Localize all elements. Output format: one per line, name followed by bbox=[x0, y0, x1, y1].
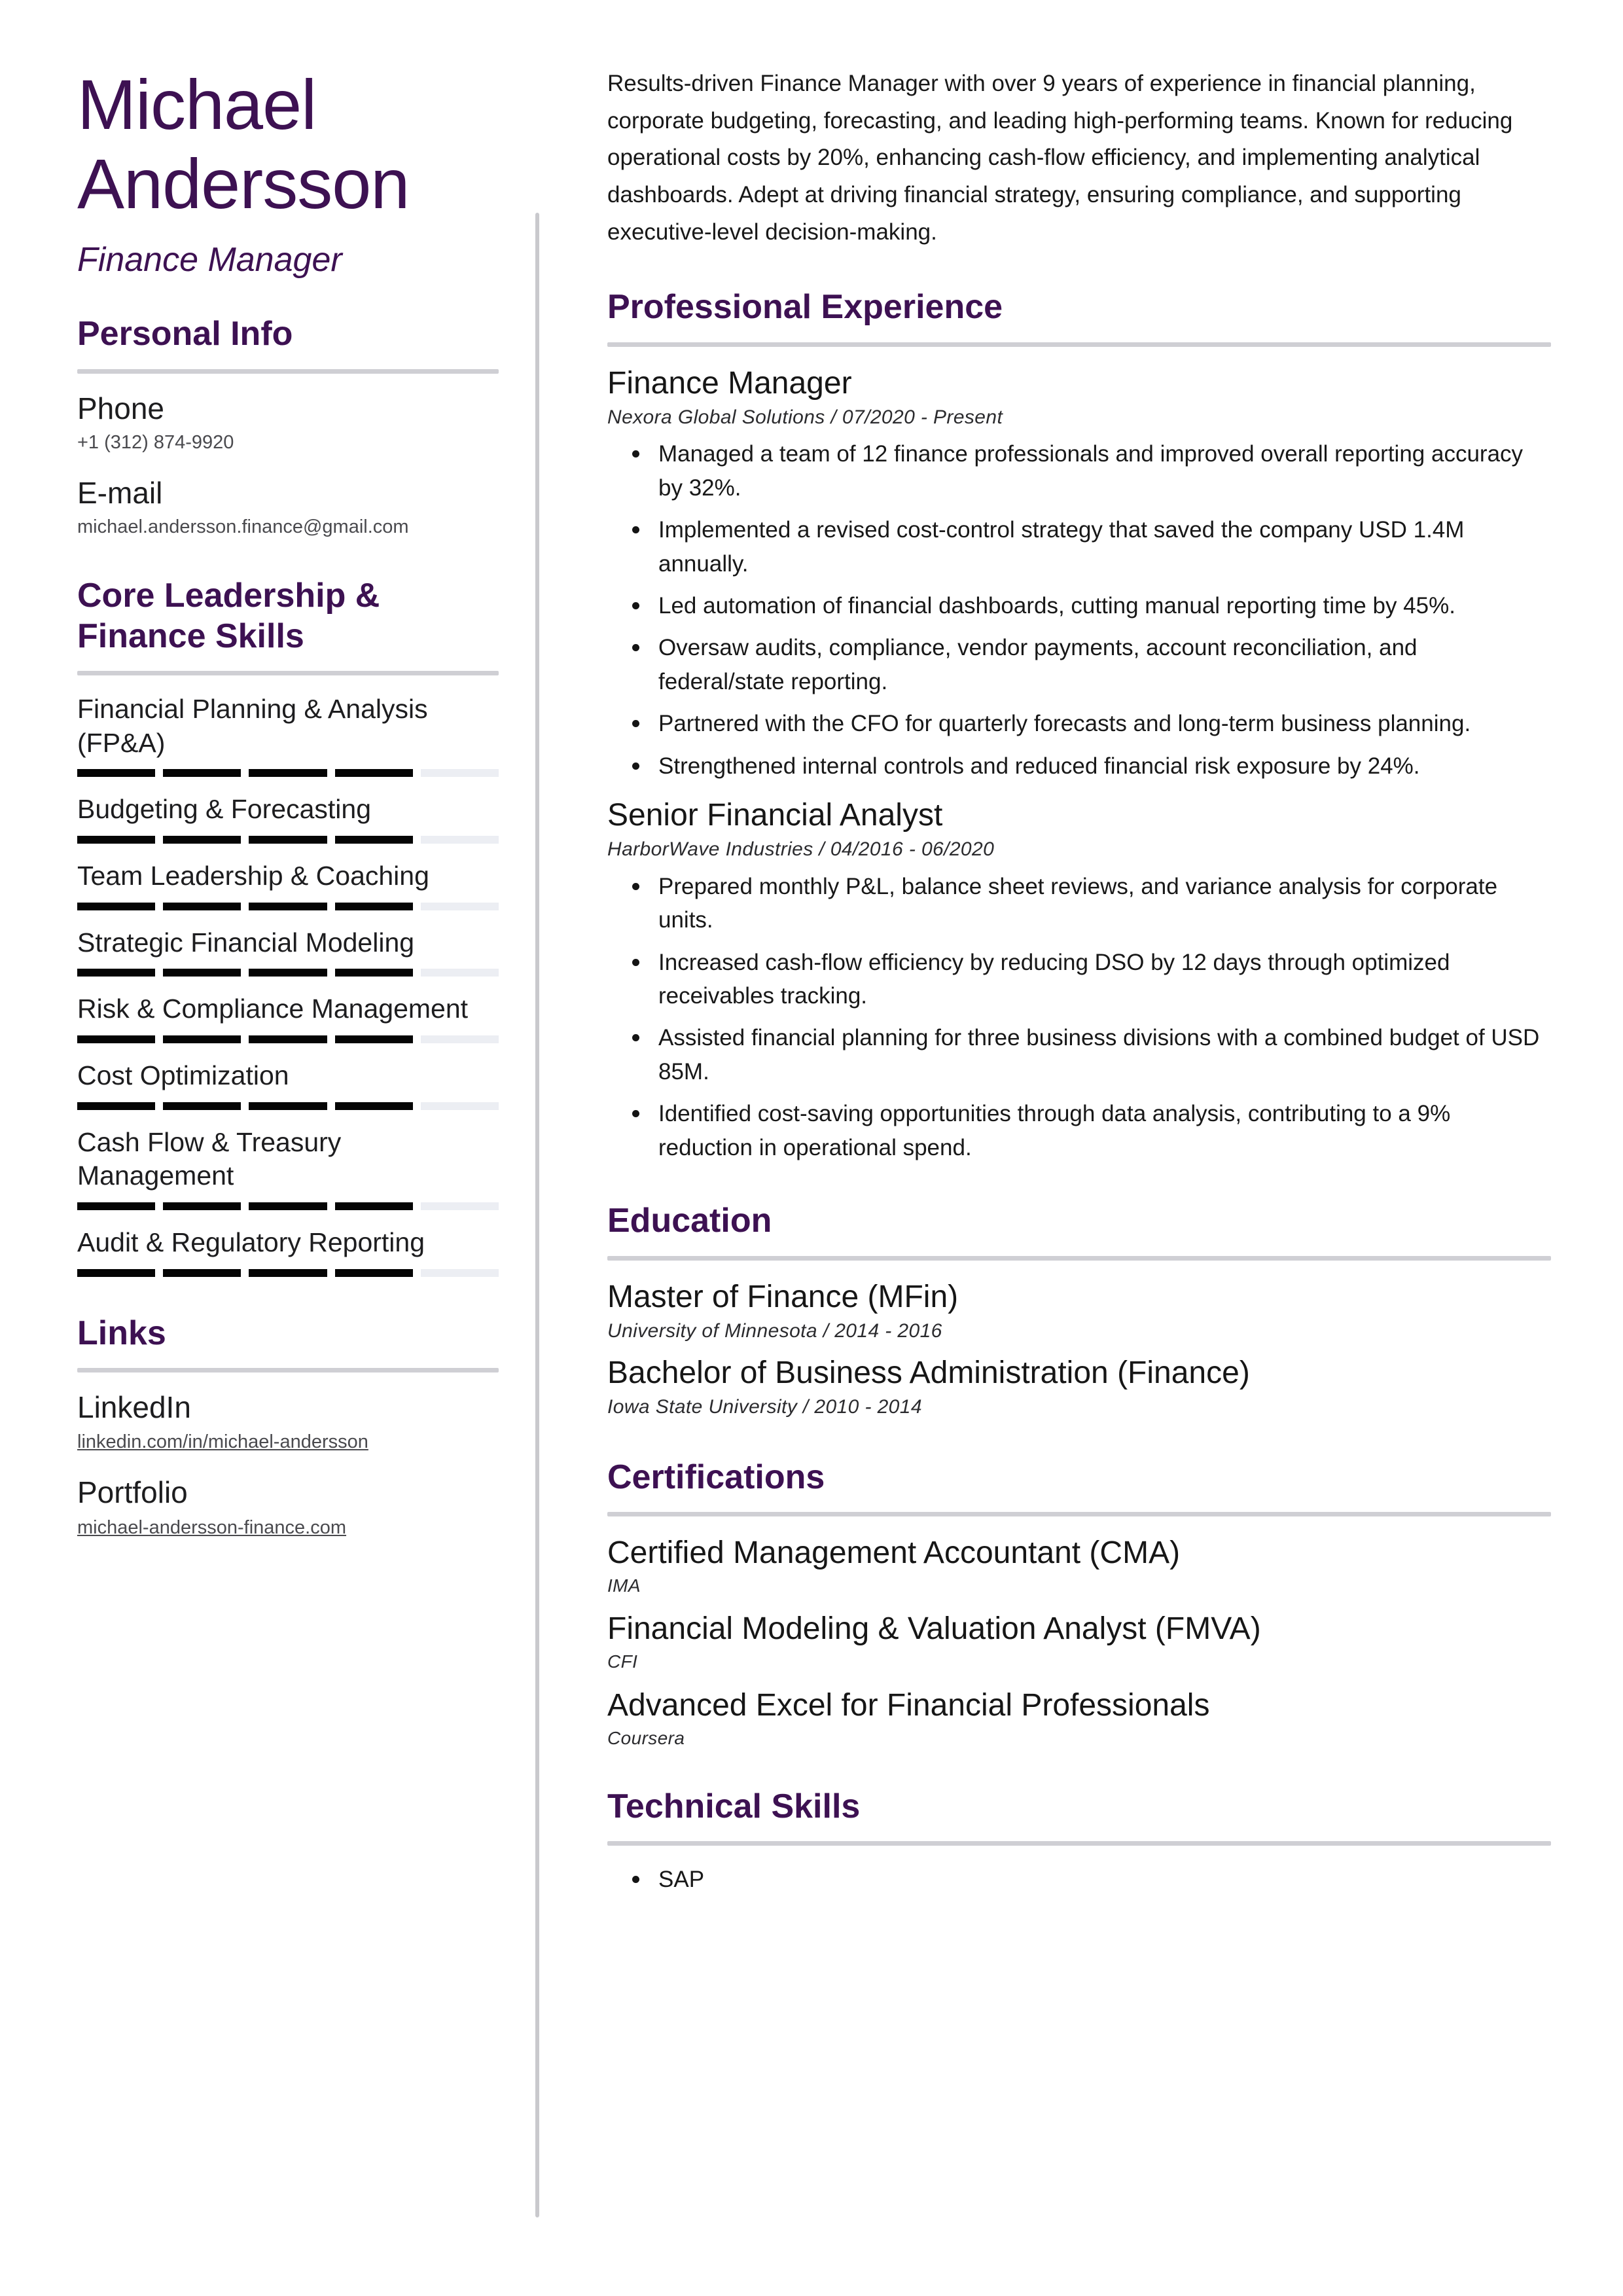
skill-rating-bar bbox=[77, 1035, 499, 1043]
skill-rating-segment bbox=[163, 969, 241, 977]
experience-bullet: Led automation of financial dashboards, cutting manual reporting time by 45%. bbox=[658, 589, 1551, 622]
personal-info-value: michael.andersson.finance@gmail.com bbox=[77, 516, 409, 537]
skill-rating-segment bbox=[77, 1202, 155, 1210]
experience-bullet: Oversaw audits, compliance, vendor payments, account reconciliation, and federal/state reporting. bbox=[658, 631, 1551, 698]
section-core-skills bbox=[77, 576, 499, 1276]
education-degree: Master of Finance (MFin) bbox=[607, 1279, 959, 1314]
certification-issuer: IMA bbox=[607, 1575, 641, 1596]
link-item bbox=[77, 1390, 499, 1455]
skill-rating-segment bbox=[421, 1102, 499, 1110]
section-title-personal-info: Personal Info bbox=[77, 315, 293, 353]
skill-rating-segment bbox=[335, 969, 413, 977]
skill-item bbox=[77, 1059, 499, 1110]
skill-rating-bar bbox=[77, 1202, 499, 1210]
right-column bbox=[539, 65, 1551, 1905]
skill-rating-segment bbox=[77, 903, 155, 910]
skill-rating-segment bbox=[335, 1035, 413, 1043]
personal-info-value: +1 (312) 874-9920 bbox=[77, 431, 234, 453]
experience-bullet: Assisted financial planning for three business divisions with a combined budget of USD 85M. bbox=[658, 1021, 1551, 1088]
skill-name: Team Leadership & Coaching bbox=[77, 861, 429, 891]
experience-bullet-list bbox=[607, 437, 1551, 783]
certifications-list bbox=[607, 1534, 1551, 1750]
skill-rating-segment bbox=[77, 836, 155, 844]
section-title-education: Education bbox=[607, 1202, 772, 1240]
experience-bullet-list bbox=[607, 870, 1551, 1165]
candidate-name: Michael Andersson bbox=[77, 65, 410, 223]
skill-item bbox=[77, 926, 499, 977]
link-label: LinkedIn bbox=[77, 1390, 191, 1425]
skill-rating-segment bbox=[249, 836, 327, 844]
certification-issuer: CFI bbox=[607, 1651, 638, 1672]
skill-rating-segment bbox=[77, 769, 155, 777]
experience-bullet: Managed a team of 12 finance professionals and improved overall reporting accuracy by 32%. bbox=[658, 437, 1551, 505]
skill-rating-bar bbox=[77, 1269, 499, 1277]
skill-rating-segment bbox=[163, 836, 241, 844]
experience-job-title: Senior Financial Analyst bbox=[607, 798, 943, 833]
skill-item bbox=[77, 992, 499, 1043]
professional-summary: Results-driven Finance Manager with over 9 years of experience in financial planning, corporate budgeting, forecasting, and leading high-performing teams. Known for reducing operational costs by 20%, enhancing cash-flow efficiency, and implementing analytical dashboards. Adept at driving financial strategy, ensuring compliance, and supporting executive-level decision-making. bbox=[607, 71, 1513, 245]
section-title-links: Links bbox=[77, 1314, 166, 1352]
skill-rating-bar bbox=[77, 769, 499, 777]
section-technical-skills bbox=[607, 1787, 1551, 1897]
link-url[interactable]: michael-andersson-finance.com bbox=[77, 1516, 347, 1538]
skill-rating-segment bbox=[77, 1035, 155, 1043]
section-rule bbox=[77, 369, 499, 374]
skill-rating-segment bbox=[421, 836, 499, 844]
education-list bbox=[607, 1278, 1551, 1421]
skill-name: Audit & Regulatory Reporting bbox=[77, 1227, 425, 1258]
skill-rating-segment bbox=[249, 1035, 327, 1043]
skill-item bbox=[77, 859, 499, 910]
skill-rating-segment bbox=[421, 1269, 499, 1277]
skill-rating-segment bbox=[163, 769, 241, 777]
skill-name: Risk & Compliance Management bbox=[77, 994, 469, 1024]
name-block bbox=[77, 65, 499, 280]
skill-rating-segment bbox=[77, 969, 155, 977]
certification-name: Financial Modeling & Valuation Analyst (FMVA) bbox=[607, 1611, 1261, 1647]
certification-name: Certified Management Accountant (CMA) bbox=[607, 1535, 1181, 1570]
personal-info-item bbox=[77, 391, 499, 456]
link-url[interactable]: linkedin.com/in/michael-andersson bbox=[77, 1431, 368, 1453]
left-column bbox=[77, 65, 535, 1560]
skill-rating-segment bbox=[335, 1269, 413, 1277]
personal-info-label: E-mail bbox=[77, 475, 163, 510]
experience-job-title: Finance Manager bbox=[607, 365, 852, 401]
section-certifications bbox=[607, 1458, 1551, 1751]
section-rule bbox=[77, 1368, 499, 1372]
section-rule bbox=[607, 1512, 1551, 1516]
experience-bullet: Strengthened internal controls and reduced financial risk exposure by 24%. bbox=[658, 749, 1551, 783]
personal-info-item bbox=[77, 475, 499, 540]
skill-rating-segment bbox=[77, 1269, 155, 1277]
education-entry bbox=[607, 1278, 1551, 1345]
experience-bullet: Implemented a revised cost-control strategy that saved the company USD 1.4M annually. bbox=[658, 513, 1551, 581]
section-personal-info bbox=[77, 314, 499, 539]
skill-rating-segment bbox=[249, 769, 327, 777]
skill-name: Strategic Financial Modeling bbox=[77, 927, 415, 958]
skill-rating-segment bbox=[249, 1102, 327, 1110]
skill-rating-segment bbox=[421, 769, 499, 777]
experience-company-dates: Nexora Global Solutions / 07/2020 - Present bbox=[607, 406, 1003, 428]
section-education bbox=[607, 1201, 1551, 1420]
experience-entry bbox=[607, 796, 1551, 1164]
skill-rating-segment bbox=[249, 1202, 327, 1210]
skill-rating-segment bbox=[249, 1269, 327, 1277]
skill-rating-segment bbox=[77, 1102, 155, 1110]
skill-item bbox=[77, 793, 499, 844]
skill-rating-segment bbox=[335, 836, 413, 844]
skills-list bbox=[77, 692, 499, 1277]
skill-rating-bar bbox=[77, 903, 499, 910]
certification-name: Advanced Excel for Financial Professionals bbox=[607, 1687, 1210, 1723]
section-title-certifications: Certifications bbox=[607, 1458, 825, 1496]
experience-list bbox=[607, 364, 1551, 1164]
experience-bullet: Increased cash-flow efficiency by reducing DSO by 12 days through optimized receivables tracking. bbox=[658, 946, 1551, 1013]
skill-rating-segment bbox=[335, 769, 413, 777]
technical-skill-item: SAP bbox=[658, 1863, 1551, 1896]
personal-info-list bbox=[77, 391, 499, 540]
skill-rating-segment bbox=[335, 1102, 413, 1110]
experience-entry bbox=[607, 364, 1551, 783]
education-school-dates: University of Minnesota / 2014 - 2016 bbox=[607, 1319, 942, 1342]
skill-item bbox=[77, 1126, 499, 1210]
education-school-dates: Iowa State University / 2010 - 2014 bbox=[607, 1396, 922, 1418]
section-title-experience: Professional Experience bbox=[607, 288, 1003, 327]
skill-name: Budgeting & Forecasting bbox=[77, 794, 371, 825]
links-list bbox=[77, 1390, 499, 1541]
education-degree: Bachelor of Business Administration (Finance) bbox=[607, 1355, 1250, 1391]
experience-company-dates: HarborWave Industries / 04/2016 - 06/2020 bbox=[607, 838, 995, 861]
skill-rating-segment bbox=[249, 969, 327, 977]
section-title-core-skills: Core Leadership & Finance Skills bbox=[77, 577, 380, 655]
skill-rating-segment bbox=[421, 969, 499, 977]
skill-rating-segment bbox=[163, 1202, 241, 1210]
personal-info-label: Phone bbox=[77, 391, 165, 425]
section-rule bbox=[607, 342, 1551, 347]
skill-rating-segment bbox=[335, 903, 413, 910]
certification-issuer: Coursera bbox=[607, 1727, 685, 1748]
skill-rating-bar bbox=[77, 969, 499, 977]
skill-rating-segment bbox=[335, 1202, 413, 1210]
section-rule bbox=[77, 671, 499, 675]
section-experience bbox=[607, 287, 1551, 1164]
skill-rating-segment bbox=[163, 1102, 241, 1110]
skill-name: Financial Planning & Analysis (FP&A) bbox=[77, 694, 428, 758]
link-label: Portfolio bbox=[77, 1475, 188, 1510]
skill-rating-segment bbox=[421, 1202, 499, 1210]
skill-item bbox=[77, 1226, 499, 1277]
section-rule bbox=[607, 1841, 1551, 1846]
link-item bbox=[77, 1475, 499, 1540]
certification-entry bbox=[607, 1534, 1551, 1598]
skill-rating-segment bbox=[163, 1269, 241, 1277]
experience-bullet: Prepared monthly P&L, balance sheet reviews, and variance analysis for corporate units. bbox=[658, 870, 1551, 937]
skill-rating-segment bbox=[163, 1035, 241, 1043]
candidate-job-title: Finance Manager bbox=[77, 240, 342, 279]
section-links bbox=[77, 1314, 499, 1541]
skill-rating-segment bbox=[421, 903, 499, 910]
skill-rating-bar bbox=[77, 1102, 499, 1110]
skill-name: Cash Flow & Treasury Management bbox=[77, 1126, 342, 1191]
technical-skills-list bbox=[607, 1863, 1551, 1896]
skill-name: Cost Optimization bbox=[77, 1060, 289, 1091]
section-rule bbox=[607, 1256, 1551, 1261]
education-entry bbox=[607, 1354, 1551, 1421]
skill-rating-segment bbox=[249, 903, 327, 910]
experience-bullet: Identified cost-saving opportunities through data analysis, contributing to a 9% reduction in operational spend. bbox=[658, 1097, 1551, 1164]
section-title-technical-skills: Technical Skills bbox=[607, 1787, 861, 1826]
experience-bullet: Partnered with the CFO for quarterly forecasts and long-term business planning. bbox=[658, 707, 1551, 740]
skill-rating-bar bbox=[77, 836, 499, 844]
skill-rating-segment bbox=[163, 903, 241, 910]
certification-entry bbox=[607, 1609, 1551, 1674]
skill-rating-segment bbox=[421, 1035, 499, 1043]
certification-entry bbox=[607, 1686, 1551, 1750]
skill-item bbox=[77, 692, 499, 777]
